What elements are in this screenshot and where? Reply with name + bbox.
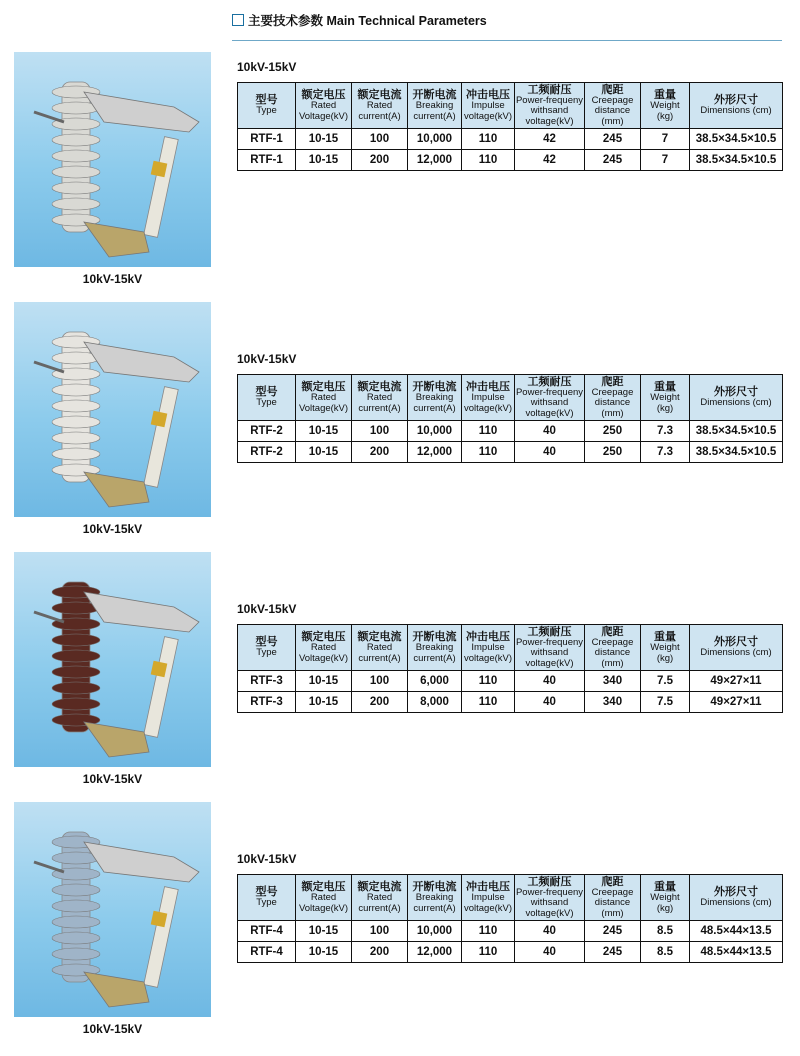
- column-header-zh: 型号: [255, 94, 278, 107]
- column-header-en: Power-frequeny withsand voltage(kV): [515, 636, 584, 669]
- column-header-en: Power-frequeny withsand voltage(kV): [515, 386, 584, 419]
- column-header-zh: 爬距: [601, 83, 624, 96]
- column-header-en: Rated current(A): [358, 100, 401, 122]
- table-cell: 8.5: [641, 921, 690, 942]
- table-cell: 7: [641, 150, 690, 171]
- column-header: [515, 625, 585, 671]
- table-cell: 10-15: [296, 150, 352, 171]
- table-cell: 38.5×34.5×10.5: [690, 442, 783, 463]
- table-row: [238, 671, 783, 692]
- column-header-en: Breaking current(A): [413, 392, 456, 414]
- column-header: [515, 83, 585, 129]
- table-cell: 49×27×11: [690, 692, 783, 713]
- table-cell: 7: [641, 129, 690, 150]
- column-header: [641, 625, 690, 671]
- table-cell: 12,000: [408, 442, 462, 463]
- table-cell: 40: [515, 442, 585, 463]
- column-header-zh: 额定电流: [357, 89, 402, 101]
- table-cell: 110: [462, 921, 515, 942]
- column-header-zh: 开断电流: [412, 89, 457, 101]
- column-header: [296, 625, 352, 671]
- table-cell: 100: [352, 421, 408, 442]
- table-cell: 10-15: [296, 442, 352, 463]
- table-cell: 10-15: [296, 421, 352, 442]
- product-section: [0, 302, 800, 552]
- column-header-zh: 开断电流: [412, 881, 457, 893]
- column-header-en: Dimensions (cm): [700, 397, 772, 409]
- table-cell: 7.5: [641, 692, 690, 713]
- column-header-en: Creepage distance (mm): [591, 386, 634, 419]
- voltage-subheading: 10kV-15kV: [237, 352, 297, 366]
- column-header-zh: 额定电压: [301, 89, 346, 101]
- column-header: [296, 875, 352, 921]
- table-cell: 245: [585, 150, 641, 171]
- column-header-zh: 型号: [255, 636, 278, 649]
- table-cell: RTF-4: [238, 921, 296, 942]
- table-cell: 42: [515, 129, 585, 150]
- table-cell: 8.5: [641, 942, 690, 963]
- table-cell: 100: [352, 671, 408, 692]
- column-header-zh: 冲击电压: [466, 381, 510, 393]
- table-cell: 38.5×34.5×10.5: [690, 129, 783, 150]
- column-header: [238, 625, 296, 671]
- section-header: [232, 10, 782, 41]
- photo-caption: 10kV-15kV: [82, 272, 143, 286]
- table-cell: 12,000: [408, 150, 462, 171]
- column-header: [296, 83, 352, 129]
- column-header-en: Rated Voltage(kV): [298, 642, 349, 664]
- column-header-en: Weight (kg): [650, 392, 680, 414]
- fuse-cutout-photo: [14, 552, 211, 767]
- fuse-cutout-photo: [14, 802, 211, 1017]
- table-cell: 7.3: [641, 421, 690, 442]
- column-header-zh: 额定电流: [357, 381, 402, 393]
- column-header-zh: 型号: [255, 886, 278, 899]
- photo-caption: 10kV-15kV: [82, 1022, 143, 1036]
- column-header-en: Creepage distance (mm): [591, 886, 634, 919]
- column-header-en: Creepage distance (mm): [591, 94, 634, 127]
- voltage-subheading: 10kV-15kV: [237, 602, 297, 616]
- table-cell: RTF-2: [238, 442, 296, 463]
- column-header-zh: 爬距: [601, 625, 624, 638]
- checkbox-square-icon: [232, 14, 244, 26]
- column-header-en: Weight (kg): [650, 892, 680, 914]
- table-header-row: [238, 83, 783, 129]
- column-header-en: Dimensions (cm): [700, 647, 772, 659]
- photo-caption: 10kV-15kV: [82, 522, 143, 536]
- column-header-en: Rated current(A): [358, 642, 401, 664]
- column-header-en: Dimensions (cm): [700, 105, 772, 117]
- column-header-zh: 额定电流: [357, 881, 402, 893]
- table-cell: 250: [585, 421, 641, 442]
- table-cell: 245: [585, 942, 641, 963]
- table-cell: 40: [515, 942, 585, 963]
- table-cell: 110: [462, 671, 515, 692]
- column-header-zh: 爬距: [601, 875, 624, 888]
- table-row: [238, 150, 783, 171]
- column-header-en: Weight (kg): [650, 100, 680, 122]
- table-header-row: [238, 375, 783, 421]
- column-header: [238, 875, 296, 921]
- column-header-zh: 额定电压: [301, 631, 346, 643]
- column-header: [641, 83, 690, 129]
- fuse-cutout-photo: [14, 302, 211, 517]
- column-header-zh: 工频耐压: [527, 625, 572, 638]
- column-header-en: Power-frequeny withsand voltage(kV): [515, 94, 584, 127]
- table-row: [238, 921, 783, 942]
- column-header-zh: 外形尺寸: [714, 94, 758, 107]
- column-header-zh: 工频耐压: [527, 875, 572, 888]
- column-header-zh: 爬距: [601, 375, 624, 388]
- table-cell: RTF-1: [238, 129, 296, 150]
- column-header-zh: 工频耐压: [527, 375, 572, 388]
- column-header-en: Rated Voltage(kV): [298, 100, 349, 122]
- column-header: [515, 875, 585, 921]
- table-cell: 340: [585, 692, 641, 713]
- column-header-en: Rated Voltage(kV): [298, 892, 349, 914]
- column-header-en: Impulse voltage(kV): [463, 892, 513, 914]
- column-header: [641, 875, 690, 921]
- table-cell: 110: [462, 942, 515, 963]
- table-cell: 49×27×11: [690, 671, 783, 692]
- column-header: [462, 83, 515, 129]
- column-header: [408, 625, 462, 671]
- table-cell: 10,000: [408, 421, 462, 442]
- table-cell: RTF-2: [238, 421, 296, 442]
- column-header-zh: 型号: [255, 386, 278, 399]
- table-cell: RTF-3: [238, 671, 296, 692]
- column-header-zh: 额定电流: [357, 631, 402, 643]
- table-cell: 40: [515, 692, 585, 713]
- column-header: [352, 875, 408, 921]
- column-header-en: Type: [256, 647, 277, 659]
- table-cell: 245: [585, 129, 641, 150]
- table-cell: 10-15: [296, 129, 352, 150]
- table-cell: 7.3: [641, 442, 690, 463]
- table-row: [238, 942, 783, 963]
- table-header-row: [238, 875, 783, 921]
- column-header: [352, 625, 408, 671]
- column-header: [641, 375, 690, 421]
- column-header: [585, 875, 641, 921]
- table-cell: 10,000: [408, 921, 462, 942]
- table-cell: 12,000: [408, 942, 462, 963]
- table-cell: 200: [352, 692, 408, 713]
- column-header: [690, 83, 783, 129]
- column-header-en: Dimensions (cm): [700, 897, 772, 909]
- table-cell: 7.5: [641, 671, 690, 692]
- column-header: [515, 375, 585, 421]
- fuse-cutout-photo: [14, 52, 211, 267]
- column-header-zh: 冲击电压: [466, 631, 510, 643]
- spec-table: [237, 874, 783, 963]
- column-header: [296, 375, 352, 421]
- column-header: [408, 875, 462, 921]
- column-header: [238, 375, 296, 421]
- table-cell: 10,000: [408, 129, 462, 150]
- column-header-zh: 外形尺寸: [714, 386, 758, 399]
- table-cell: 10-15: [296, 671, 352, 692]
- product-section: [0, 802, 800, 1052]
- column-header-zh: 重量: [654, 89, 676, 101]
- column-header: [408, 375, 462, 421]
- column-header-zh: 外形尺寸: [714, 886, 758, 899]
- product-section: [0, 552, 800, 802]
- column-header: [238, 83, 296, 129]
- table-cell: 110: [462, 129, 515, 150]
- column-header-en: Weight (kg): [650, 642, 680, 664]
- column-header-en: Impulse voltage(kV): [463, 642, 513, 664]
- column-header-zh: 外形尺寸: [714, 636, 758, 649]
- product-section: [0, 52, 800, 302]
- table-cell: RTF-3: [238, 692, 296, 713]
- table-row: [238, 692, 783, 713]
- voltage-subheading: 10kV-15kV: [237, 60, 297, 74]
- column-header-en: Type: [256, 897, 277, 909]
- column-header-zh: 重量: [654, 881, 676, 893]
- column-header: [585, 375, 641, 421]
- column-header-en: Rated current(A): [358, 892, 401, 914]
- column-header-en: Impulse voltage(kV): [463, 392, 513, 414]
- column-header-en: Breaking current(A): [413, 892, 456, 914]
- table-row: [238, 129, 783, 150]
- column-header-zh: 重量: [654, 381, 676, 393]
- table-cell: 10-15: [296, 942, 352, 963]
- column-header: [408, 83, 462, 129]
- table-header-row: [238, 625, 783, 671]
- table-cell: 200: [352, 150, 408, 171]
- column-header-zh: 重量: [654, 631, 676, 643]
- spec-table: [237, 82, 783, 171]
- table-cell: 40: [515, 671, 585, 692]
- table-cell: 200: [352, 442, 408, 463]
- column-header-en: Rated Voltage(kV): [298, 392, 349, 414]
- table-cell: 245: [585, 921, 641, 942]
- column-header-en: Type: [256, 397, 277, 409]
- column-header: [462, 875, 515, 921]
- table-cell: 100: [352, 129, 408, 150]
- column-header: [352, 83, 408, 129]
- column-header-zh: 额定电压: [301, 881, 346, 893]
- column-header-zh: 工频耐压: [527, 83, 572, 96]
- column-header: [585, 625, 641, 671]
- column-header-en: Creepage distance (mm): [591, 636, 634, 669]
- column-header: [585, 83, 641, 129]
- column-header: [462, 625, 515, 671]
- table-cell: 110: [462, 692, 515, 713]
- column-header-en: Impulse voltage(kV): [463, 100, 513, 122]
- spec-table: [237, 374, 783, 463]
- column-header-en: Breaking current(A): [413, 100, 456, 122]
- table-cell: 6,000: [408, 671, 462, 692]
- column-header-zh: 开断电流: [412, 381, 457, 393]
- table-cell: 38.5×34.5×10.5: [690, 421, 783, 442]
- table-cell: 200: [352, 942, 408, 963]
- column-header-zh: 开断电流: [412, 631, 457, 643]
- table-cell: 110: [462, 442, 515, 463]
- table-row: [238, 442, 783, 463]
- column-header: [462, 375, 515, 421]
- table-cell: 38.5×34.5×10.5: [690, 150, 783, 171]
- table-cell: 8,000: [408, 692, 462, 713]
- column-header-zh: 冲击电压: [466, 89, 510, 101]
- table-cell: 40: [515, 421, 585, 442]
- table-cell: 110: [462, 421, 515, 442]
- table-cell: 40: [515, 921, 585, 942]
- table-cell: 42: [515, 150, 585, 171]
- table-cell: RTF-4: [238, 942, 296, 963]
- column-header-zh: 额定电压: [301, 381, 346, 393]
- spec-table: [237, 624, 783, 713]
- section-title: 主要技术参数 Main Technical Parameters: [248, 14, 487, 28]
- table-cell: 340: [585, 671, 641, 692]
- column-header: [352, 375, 408, 421]
- table-cell: 10-15: [296, 692, 352, 713]
- table-cell: RTF-1: [238, 150, 296, 171]
- voltage-subheading: 10kV-15kV: [237, 852, 297, 866]
- photo-caption: 10kV-15kV: [82, 772, 143, 786]
- column-header-en: Type: [256, 105, 277, 117]
- table-cell: 100: [352, 921, 408, 942]
- column-header: [690, 875, 783, 921]
- column-header-zh: 冲击电压: [466, 881, 510, 893]
- table-cell: 48.5×44×13.5: [690, 942, 783, 963]
- column-header: [690, 625, 783, 671]
- column-header-en: Breaking current(A): [413, 642, 456, 664]
- table-cell: 10-15: [296, 921, 352, 942]
- column-header: [690, 375, 783, 421]
- table-cell: 48.5×44×13.5: [690, 921, 783, 942]
- table-cell: 110: [462, 150, 515, 171]
- column-header-en: Power-frequeny withsand voltage(kV): [515, 886, 584, 919]
- table-cell: 250: [585, 442, 641, 463]
- table-row: [238, 421, 783, 442]
- column-header-en: Rated current(A): [358, 392, 401, 414]
